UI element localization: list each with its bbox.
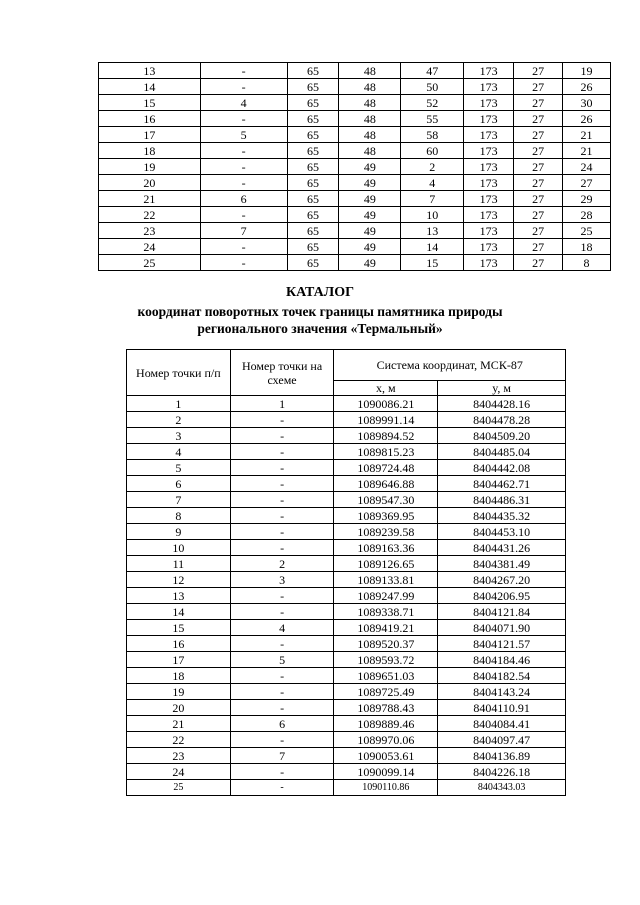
table-cell: 173 <box>464 239 514 255</box>
table-cell: - <box>200 63 287 79</box>
table-cell: 25 <box>99 255 201 271</box>
table-row <box>127 476 566 492</box>
table-row <box>99 255 611 271</box>
table-cell: 8 <box>127 508 231 524</box>
table-cell: 173 <box>464 223 514 239</box>
table-cell: 1089239.58 <box>334 524 438 540</box>
table-row <box>127 556 566 572</box>
table-row <box>99 127 611 143</box>
table-cell: 8404084.41 <box>438 716 566 732</box>
table-cell: 21 <box>563 143 611 159</box>
table-row <box>127 700 566 716</box>
table-cell: 1089970.06 <box>334 732 438 748</box>
table-cell: 8404478.28 <box>438 412 566 428</box>
table-cell: 5 <box>127 460 231 476</box>
table-cell: 2 <box>230 556 334 572</box>
table-cell: 8404071.90 <box>438 620 566 636</box>
table-cell: 16 <box>99 111 201 127</box>
table-cell: 65 <box>287 95 339 111</box>
table-cell: 48 <box>339 95 401 111</box>
table-row <box>99 223 611 239</box>
table-cell: 1089991.14 <box>334 412 438 428</box>
table-cell: 173 <box>464 111 514 127</box>
table-cell: 19 <box>127 684 231 700</box>
table-cell: 1089419.21 <box>334 620 438 636</box>
catalog-table-body <box>127 396 566 796</box>
table-cell: 1089247.99 <box>334 588 438 604</box>
table-cell: 4 <box>127 444 231 460</box>
table-cell: 8404121.57 <box>438 636 566 652</box>
table-cell: 2 <box>401 159 464 175</box>
header-scheme-number: Номер точки на схеме <box>230 350 334 396</box>
table-row <box>127 764 566 780</box>
table-cell: 1089520.37 <box>334 636 438 652</box>
table-cell: 1089593.72 <box>334 652 438 668</box>
table-row <box>99 79 611 95</box>
table-cell: 27 <box>514 255 563 271</box>
table-cell: - <box>230 764 334 780</box>
table-cell: 48 <box>339 111 401 127</box>
table-cell: 48 <box>339 127 401 143</box>
table-cell: 1089815.23 <box>334 444 438 460</box>
table-cell: 4 <box>230 620 334 636</box>
table-cell: 48 <box>339 63 401 79</box>
catalog-title: КАТАЛОГ <box>285 285 354 300</box>
table-cell: 21 <box>127 716 231 732</box>
table-cell: 1089547.30 <box>334 492 438 508</box>
table-cell: 49 <box>339 159 401 175</box>
table-row <box>127 604 566 620</box>
table-cell: 7 <box>401 191 464 207</box>
table-cell: - <box>230 412 334 428</box>
table-row <box>99 95 611 111</box>
table-cell: 65 <box>287 191 339 207</box>
table-cell: - <box>200 111 287 127</box>
table-cell: 27 <box>514 175 563 191</box>
table-row <box>127 732 566 748</box>
table-row <box>127 412 566 428</box>
table-cell: 14 <box>99 79 201 95</box>
table-cell: 27 <box>514 239 563 255</box>
table-cell: 27 <box>514 95 563 111</box>
table-cell: 23 <box>127 748 231 764</box>
table-cell: 21 <box>563 127 611 143</box>
table-cell: - <box>230 524 334 540</box>
table-cell: 7 <box>200 223 287 239</box>
table-cell: 26 <box>563 79 611 95</box>
table-cell: 8404509.20 <box>438 428 566 444</box>
table-row <box>127 524 566 540</box>
table-cell: - <box>230 492 334 508</box>
table-cell: 27 <box>514 79 563 95</box>
table-cell: 173 <box>464 159 514 175</box>
table-cell: 8404462.71 <box>438 476 566 492</box>
table-cell: 1089894.52 <box>334 428 438 444</box>
table-cell: 13 <box>401 223 464 239</box>
table-cell: 8404226.18 <box>438 764 566 780</box>
table-cell: 8404431.26 <box>438 540 566 556</box>
table-cell: 49 <box>339 255 401 271</box>
table-row <box>127 636 566 652</box>
table-cell: 1089724.48 <box>334 460 438 476</box>
table-cell: 47 <box>401 63 464 79</box>
table-cell: 173 <box>464 127 514 143</box>
table-row <box>99 175 611 191</box>
table-cell: 15 <box>127 620 231 636</box>
table-cell: 49 <box>339 207 401 223</box>
table-cell: 8404136.89 <box>438 748 566 764</box>
table-row <box>127 572 566 588</box>
table-cell: 10 <box>401 207 464 223</box>
table-cell: 16 <box>127 636 231 652</box>
table-row <box>99 159 611 175</box>
top-table-body <box>99 63 611 271</box>
table-cell: 1090099.14 <box>334 764 438 780</box>
table-row <box>127 540 566 556</box>
table-cell: 26 <box>563 111 611 127</box>
table-cell: 6 <box>230 716 334 732</box>
table-cell: 4 <box>200 95 287 111</box>
table-cell: 12 <box>127 572 231 588</box>
table-cell: 14 <box>127 604 231 620</box>
table-cell: 9 <box>127 524 231 540</box>
table-cell: 8404121.84 <box>438 604 566 620</box>
table-cell: 49 <box>339 175 401 191</box>
table-cell: 49 <box>339 191 401 207</box>
table-cell: 27 <box>514 111 563 127</box>
header-coordinate-system: Система координат, МСК-87 <box>334 350 566 381</box>
catalog-subtitle-line1: координат поворотных точек границы памятника природы <box>137 304 503 319</box>
table-cell: 5 <box>200 127 287 143</box>
table-row <box>99 239 611 255</box>
table-cell: 14 <box>401 239 464 255</box>
table-row <box>127 508 566 524</box>
table-cell: - <box>230 508 334 524</box>
table-cell: 65 <box>287 63 339 79</box>
table-cell: 49 <box>339 239 401 255</box>
table-cell: - <box>230 460 334 476</box>
table-cell: 1089126.65 <box>334 556 438 572</box>
table-cell: 27 <box>514 159 563 175</box>
top-coordinates-table <box>98 62 611 271</box>
table-cell: 21 <box>99 191 201 207</box>
table-cell: 27 <box>514 191 563 207</box>
table-row <box>127 460 566 476</box>
table-cell: 7 <box>127 492 231 508</box>
table-row <box>127 620 566 636</box>
table-cell: 173 <box>464 255 514 271</box>
table-cell: 1089133.81 <box>334 572 438 588</box>
table-row <box>127 444 566 460</box>
table-cell: 173 <box>464 63 514 79</box>
table-cell: 24 <box>99 239 201 255</box>
table-cell: 13 <box>127 588 231 604</box>
table-cell: 27 <box>514 63 563 79</box>
table-cell: 48 <box>339 79 401 95</box>
table-cell: 60 <box>401 143 464 159</box>
table-cell: 8404110.91 <box>438 700 566 716</box>
table-cell: 4 <box>401 175 464 191</box>
table-cell: 23 <box>99 223 201 239</box>
table-cell: - <box>230 684 334 700</box>
table-cell: 19 <box>99 159 201 175</box>
table-cell: - <box>230 444 334 460</box>
table-cell: 1089725.49 <box>334 684 438 700</box>
table-cell: 65 <box>287 175 339 191</box>
table-row <box>99 143 611 159</box>
table-cell: 52 <box>401 95 464 111</box>
table-cell: 65 <box>287 143 339 159</box>
table-row <box>127 780 566 796</box>
table-cell: 65 <box>287 111 339 127</box>
table-cell: - <box>230 700 334 716</box>
table-cell: 8404453.10 <box>438 524 566 540</box>
table-cell: 173 <box>464 191 514 207</box>
table-cell: 173 <box>464 207 514 223</box>
table-cell: 29 <box>563 191 611 207</box>
table-cell: 1090110.86 <box>334 780 438 796</box>
table-cell: 55 <box>401 111 464 127</box>
table-cell: 65 <box>287 223 339 239</box>
table-cell: 7 <box>230 748 334 764</box>
table-row <box>99 191 611 207</box>
table-cell: 1089788.43 <box>334 700 438 716</box>
table-cell: - <box>230 636 334 652</box>
table-cell: 8404097.47 <box>438 732 566 748</box>
table-cell: - <box>200 143 287 159</box>
table-cell: 65 <box>287 255 339 271</box>
table-cell: 22 <box>99 207 201 223</box>
table-cell: 17 <box>127 652 231 668</box>
table-cell: 27 <box>514 207 563 223</box>
table-cell: 8404381.49 <box>438 556 566 572</box>
table-cell: 6 <box>127 476 231 492</box>
table-cell: 10 <box>127 540 231 556</box>
table-cell: 1090053.61 <box>334 748 438 764</box>
table-cell: 8404184.46 <box>438 652 566 668</box>
table-cell: 1089369.95 <box>334 508 438 524</box>
table-row <box>127 428 566 444</box>
table-cell: 28 <box>563 207 611 223</box>
table-cell: 2 <box>127 412 231 428</box>
table-cell: 8 <box>563 255 611 271</box>
table-cell: - <box>230 428 334 444</box>
table-cell: 50 <box>401 79 464 95</box>
table-cell: 24 <box>563 159 611 175</box>
table-cell: 11 <box>127 556 231 572</box>
table-row <box>127 748 566 764</box>
table-cell: 65 <box>287 207 339 223</box>
table-cell: - <box>230 476 334 492</box>
catalog-subtitle-line2: регионального значения «Термальный» <box>197 321 443 336</box>
table-cell: 173 <box>464 95 514 111</box>
table-cell: 5 <box>230 652 334 668</box>
table-cell: 30 <box>563 95 611 111</box>
table-cell: 1 <box>127 396 231 412</box>
table-row <box>127 492 566 508</box>
table-cell: 19 <box>563 63 611 79</box>
table-cell: - <box>230 540 334 556</box>
table-cell: 20 <box>127 700 231 716</box>
table-cell: 49 <box>339 223 401 239</box>
table-cell: - <box>200 159 287 175</box>
table-row <box>127 668 566 684</box>
table-cell: 25 <box>127 780 231 796</box>
table-cell: 8404143.24 <box>438 684 566 700</box>
table-cell: 6 <box>200 191 287 207</box>
table-cell: - <box>200 207 287 223</box>
table-cell: 3 <box>230 572 334 588</box>
table-cell: 13 <box>99 63 201 79</box>
table-cell: 8404435.32 <box>438 508 566 524</box>
table-cell: 17 <box>99 127 201 143</box>
table-cell: 1 <box>230 396 334 412</box>
table-cell: 1089646.88 <box>334 476 438 492</box>
table-cell: 15 <box>99 95 201 111</box>
table-cell: 1089651.03 <box>334 668 438 684</box>
table-cell: 65 <box>287 79 339 95</box>
table-cell: 65 <box>287 159 339 175</box>
table-cell: 8404267.20 <box>438 572 566 588</box>
table-cell: 20 <box>99 175 201 191</box>
table-cell: 8404486.31 <box>438 492 566 508</box>
table-cell: 27 <box>514 127 563 143</box>
table-row <box>127 396 566 412</box>
table-cell: 8404206.95 <box>438 588 566 604</box>
table-cell: 1089163.36 <box>334 540 438 556</box>
table-row <box>99 63 611 79</box>
catalog-coordinates-table <box>126 349 566 796</box>
table-cell: - <box>230 780 334 796</box>
table-row <box>127 684 566 700</box>
table-cell: 1090086.21 <box>334 396 438 412</box>
table-cell: 27 <box>563 175 611 191</box>
table-cell: 24 <box>127 764 231 780</box>
header-y: y, м <box>438 381 566 396</box>
table-cell: 18 <box>127 668 231 684</box>
table-cell: 65 <box>287 127 339 143</box>
table-cell: 27 <box>514 223 563 239</box>
table-cell: 8404343.03 <box>438 780 566 796</box>
table-cell: 18 <box>563 239 611 255</box>
table-cell: 65 <box>287 239 339 255</box>
table-cell: - <box>200 255 287 271</box>
table-row <box>127 716 566 732</box>
table-cell: 25 <box>563 223 611 239</box>
header-x: x, м <box>334 381 438 396</box>
table-cell: 18 <box>99 143 201 159</box>
table-cell: 173 <box>464 175 514 191</box>
table-cell: 8404182.54 <box>438 668 566 684</box>
table-cell: - <box>230 732 334 748</box>
table-cell: - <box>230 588 334 604</box>
table-cell: 1089889.46 <box>334 716 438 732</box>
table-cell: 15 <box>401 255 464 271</box>
table-cell: 58 <box>401 127 464 143</box>
table-cell: 3 <box>127 428 231 444</box>
table-cell: - <box>230 668 334 684</box>
table-cell: 8404442.08 <box>438 460 566 476</box>
table-cell: 8404485.04 <box>438 444 566 460</box>
table-cell: - <box>200 79 287 95</box>
table-row <box>99 111 611 127</box>
table-cell: 1089338.71 <box>334 604 438 620</box>
table-cell: 8404428.16 <box>438 396 566 412</box>
table-cell: - <box>230 604 334 620</box>
table-cell: - <box>200 175 287 191</box>
table-row <box>127 588 566 604</box>
table-row <box>99 207 611 223</box>
table-row <box>127 652 566 668</box>
table-cell: 27 <box>514 143 563 159</box>
header-point-number: Номер точки п/п <box>127 350 231 396</box>
table-cell: - <box>200 239 287 255</box>
table-cell: 173 <box>464 143 514 159</box>
table-cell: 173 <box>464 79 514 95</box>
table-cell: 22 <box>127 732 231 748</box>
table-cell: 48 <box>339 143 401 159</box>
